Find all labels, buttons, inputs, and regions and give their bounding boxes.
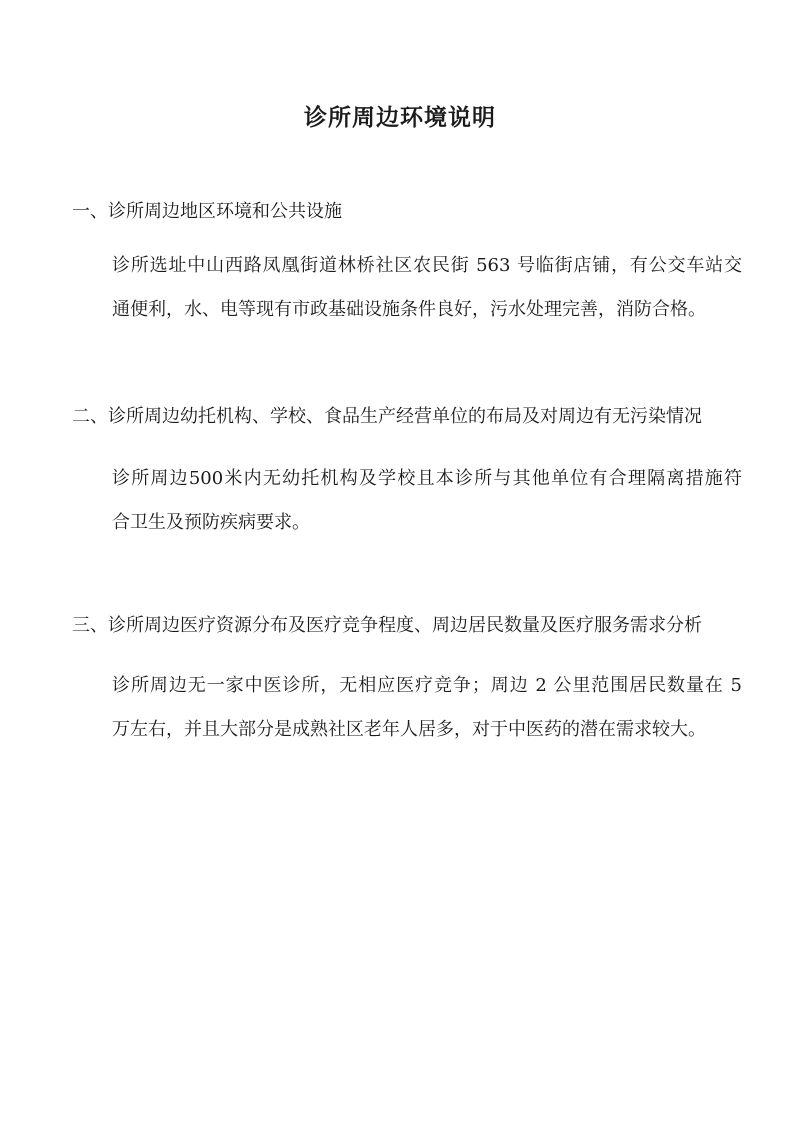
section-paragraph-1 (112, 244, 742, 332)
section-paragraph-3 (112, 664, 742, 752)
section-heading-1: 一、诊所周边地区环境和公共设施 (72, 201, 342, 222)
section-paragraph-2 (112, 457, 742, 545)
paragraph-line: 诊所选址中山西路凤凰街道林桥社区农民街 563 号临街店铺，有公交车站交 (112, 255, 742, 276)
paragraph-line: 通便利，水、电等现有市政基础设施条件良好，污水处理完善，消防合格。 (112, 299, 706, 320)
paragraph-line: 诊所周边500米内无幼托机构及学校且本诊所与其他单位有合理隔离措施符 (112, 468, 742, 489)
paragraph-line: 合卫生及预防疾病要求。 (112, 512, 310, 533)
paragraph-line: 诊所周边无一家中医诊所，无相应医疗竞争；周边 2 公里范围居民数量在 5 (112, 675, 742, 696)
section-heading-2: 二、诊所周边幼托机构、学校、食品生产经营单位的布局及对周边有无污染情况 (72, 406, 702, 427)
section-heading-3: 三、诊所周边医疗资源分布及医疗竞争程度、周边居民数量及医疗服务需求分析 (72, 615, 702, 636)
page-title: 诊所周边环境说明 (304, 104, 496, 131)
paragraph-line: 万左右，并且大部分是成熟社区老年人居多，对于中医药的潜在需求较大。 (112, 719, 706, 740)
